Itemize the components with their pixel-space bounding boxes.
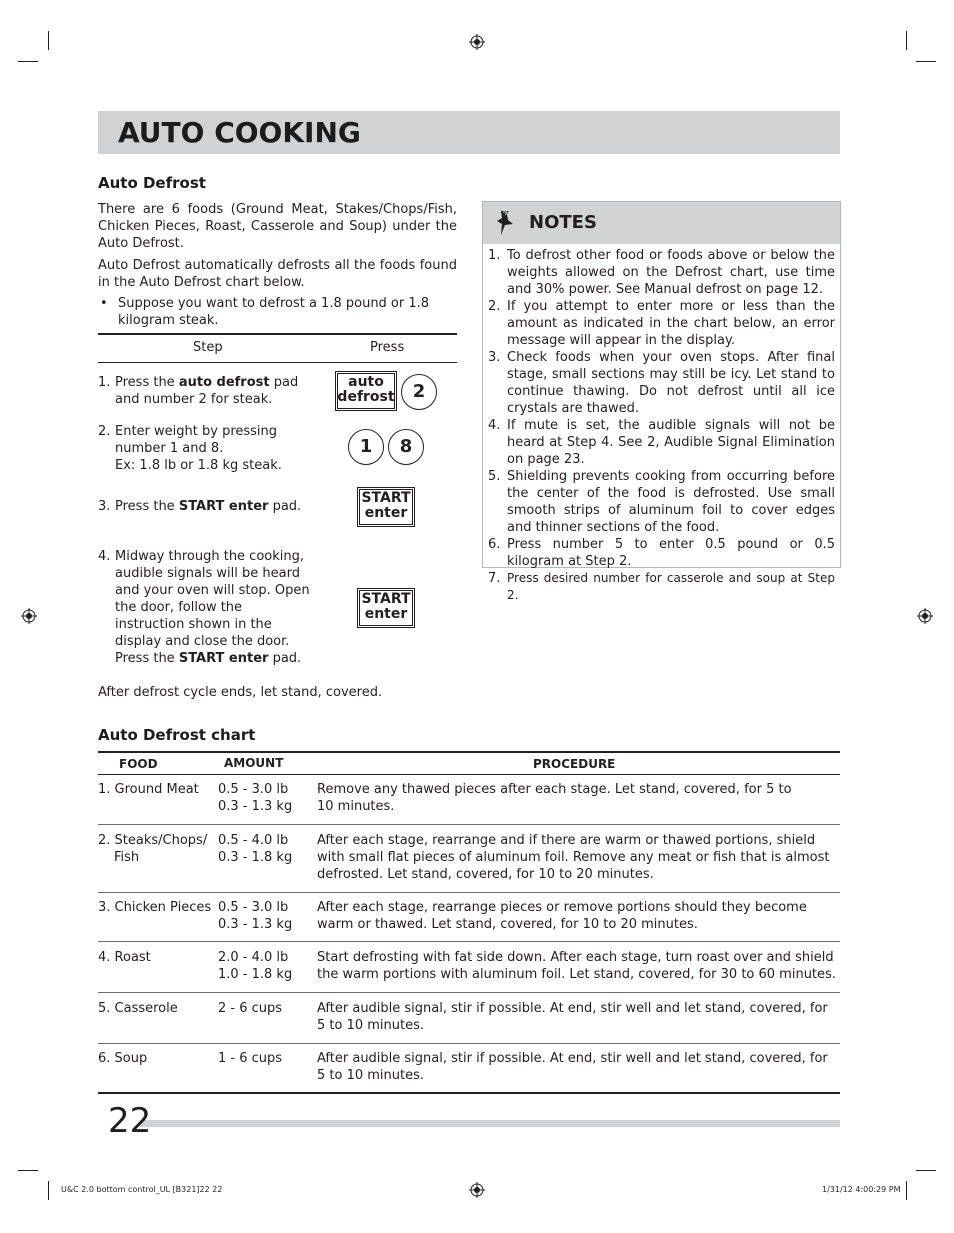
after-defrost-text: After defrost cycle ends, let stand, covered. xyxy=(98,685,383,700)
amount-cell: 0.3 - 1.3 kg xyxy=(218,799,293,814)
step-text: Midway through the cooking, audible signals will be heard and your oven will stop. Open the door, follow the instruction shown in the display and close the door. Press the START enter pad. xyxy=(115,549,310,666)
note-item: 7. Press desired number for casserole and soup at Step 2. xyxy=(488,571,835,602)
auto-defrost-heading: Auto Defrost xyxy=(98,174,206,192)
notes-list xyxy=(488,247,835,604)
food-cell: 1. Ground Meat xyxy=(98,782,199,797)
step-text: Enter weight by pressing number 1 and 8. Ex: 1.8 lb or 1.8 kg steak. xyxy=(115,424,282,473)
start-enter-key[interactable]: START enter xyxy=(357,487,415,527)
crop-mark xyxy=(48,1181,49,1200)
note-item: 3. Check foods when your oven stops. After final stage, small sections may still be icy. Let stand to continue thawing. Do not defrost until all ice crystals are thawed. xyxy=(488,350,835,416)
number-8-key[interactable]: 8 xyxy=(388,429,424,465)
crop-mark xyxy=(906,31,907,50)
registration-mark-icon xyxy=(21,608,37,624)
procedure-cell: Remove any thawed pieces after each stage. Let stand, covered, for 5 to 10 minutes. xyxy=(317,782,792,814)
amount-cell: 0.5 - 4.0 lb xyxy=(218,833,289,848)
food-cell: 6. Soup xyxy=(98,1051,148,1066)
amount-cell: 0.5 - 3.0 lb xyxy=(218,900,289,915)
food-cell: 5. Casserole xyxy=(98,1001,178,1016)
amount-cell: 0.3 - 1.3 kg xyxy=(218,917,293,932)
crop-mark xyxy=(916,61,936,62)
page-number: 22 xyxy=(108,1101,152,1141)
procedure-cell: After audible signal, stir if possible. At end, stir well and let stand, covered, for 5 to 10 minutes. xyxy=(317,1051,828,1083)
step-number: 4. xyxy=(98,549,111,564)
row-divider xyxy=(98,941,840,942)
bullet-text: Suppose you want to defrost a 1.8 pound or 1.8 kilogram steak. xyxy=(118,296,430,328)
row-divider xyxy=(98,892,840,893)
procedure-cell: After each stage, rearrange pieces or remove portions should they become warm or thawed. Let stand, covered, for 10 to 20 minutes. xyxy=(317,900,807,932)
procedure-cell: After each stage, rearrange and if there are warm or thawed portions, shield with small flat pieces of aluminum foil. Remove any meat or fish that is almost defrosted. Let stand, covered, for 10 to 20 minutes. xyxy=(317,833,830,882)
row-divider xyxy=(98,992,840,993)
intro-paragraph: There are 6 foods (Ground Meat, Stakes/Chops/Fish, Chicken Pieces, Roast, Casserole and Soup) under the Auto Defrost. xyxy=(98,202,457,251)
amount-cell: 2 - 6 cups xyxy=(218,1001,283,1016)
page-title: AUTO COOKING xyxy=(118,116,361,149)
column-header-step: Step xyxy=(193,340,223,355)
amount-cell: 0.3 - 1.8 kg xyxy=(218,850,293,865)
column-header-procedure: PROCEDURE xyxy=(533,757,616,771)
print-slug: U&C 2.0 bottom control_UL [B321]22 22 xyxy=(61,1185,223,1194)
food-cell: Fish xyxy=(114,850,140,865)
number-1-key[interactable]: 1 xyxy=(348,429,384,465)
crop-mark xyxy=(18,61,38,62)
food-cell: 3. Chicken Pieces xyxy=(98,900,212,915)
auto-defrost-key[interactable]: auto defrost xyxy=(335,371,397,411)
procedure-cell: Start defrosting with fat side down. After each stage, turn roast over and shield the warm portions with aluminum foil. Let stand, covered, for 30 to 60 minutes. xyxy=(317,950,836,982)
bullet-item xyxy=(98,295,457,329)
note-item: 2. If you attempt to enter more or less than the amount as indicated in the chart below, an error message will appear in the display. xyxy=(488,299,835,348)
column-header-amount: AMOUNT xyxy=(224,756,284,770)
column-header-food: FOOD xyxy=(119,757,158,771)
table-rule xyxy=(98,1092,840,1094)
step-text: Press the auto defrost pad and number 2 for steak. xyxy=(115,375,299,407)
note-item: 6. Press number 5 to enter 0.5 pound or 0.5 kilogram at Step 2. xyxy=(488,537,835,569)
registration-mark-icon xyxy=(917,608,933,624)
amount-cell: 1.0 - 1.8 kg xyxy=(218,967,293,982)
start-enter-key[interactable]: START enter xyxy=(357,588,415,628)
section-banner xyxy=(98,111,840,154)
amount-cell: 0.5 - 3.0 lb xyxy=(218,782,289,797)
crop-mark xyxy=(906,1181,907,1200)
row-divider xyxy=(98,824,840,825)
chart-heading: Auto Defrost chart xyxy=(98,726,256,744)
crop-mark xyxy=(18,1170,38,1171)
crop-mark xyxy=(916,1170,936,1171)
row-divider xyxy=(98,1043,840,1044)
notes-header xyxy=(483,202,840,244)
notes-title: NOTES xyxy=(529,212,597,233)
step-number: 3. xyxy=(98,499,111,514)
bullet-icon: • xyxy=(100,296,108,311)
table-rule xyxy=(98,774,840,775)
procedure-cell: After audible signal, stir if possible. At end, stir well and let stand, covered, for 5 to 10 minutes. xyxy=(317,1001,828,1033)
pushpin-icon xyxy=(495,209,519,237)
print-slug: 1/31/12 4:00:29 PM xyxy=(822,1185,901,1194)
table-rule xyxy=(98,333,457,335)
registration-mark-icon xyxy=(469,1182,485,1198)
amount-cell: 1 - 6 cups xyxy=(218,1051,283,1066)
food-cell: 2. Steaks/Chops/ xyxy=(98,833,208,848)
notes-box xyxy=(482,201,841,602)
step-text: Press the START enter pad. xyxy=(115,499,302,514)
note-item: 1. To defrost other food or foods above or below the weights allowed on the Defrost chart, use time and 30% power. See Manual defrost on page 12. xyxy=(488,248,835,297)
column-header-press: Press xyxy=(370,340,405,355)
intro-paragraph: Auto Defrost automatically defrosts all the foods found in the Auto Defrost chart below. xyxy=(98,258,457,290)
note-item: 4. If mute is set, the audible signals will not be heard at Step 4. See 2, Audible Signal Elimination on page 23. xyxy=(488,418,835,467)
amount-cell: 2.0 - 4.0 lb xyxy=(218,950,289,965)
table-rule xyxy=(98,362,457,363)
note-item: 5. Shielding prevents cooking from occurring before the center of the food is defrosted. Use small smooth strips of aluminum foil to cover edges and thinner sections of the food. xyxy=(488,469,835,535)
crop-mark xyxy=(48,31,49,50)
footer-bar xyxy=(140,1120,840,1127)
number-2-key[interactable]: 2 xyxy=(401,374,437,410)
food-cell: 4. Roast xyxy=(98,950,151,965)
step-number: 1. xyxy=(98,375,111,390)
registration-mark-icon xyxy=(469,34,485,50)
step-number: 2. xyxy=(98,424,111,439)
table-rule xyxy=(98,751,840,753)
